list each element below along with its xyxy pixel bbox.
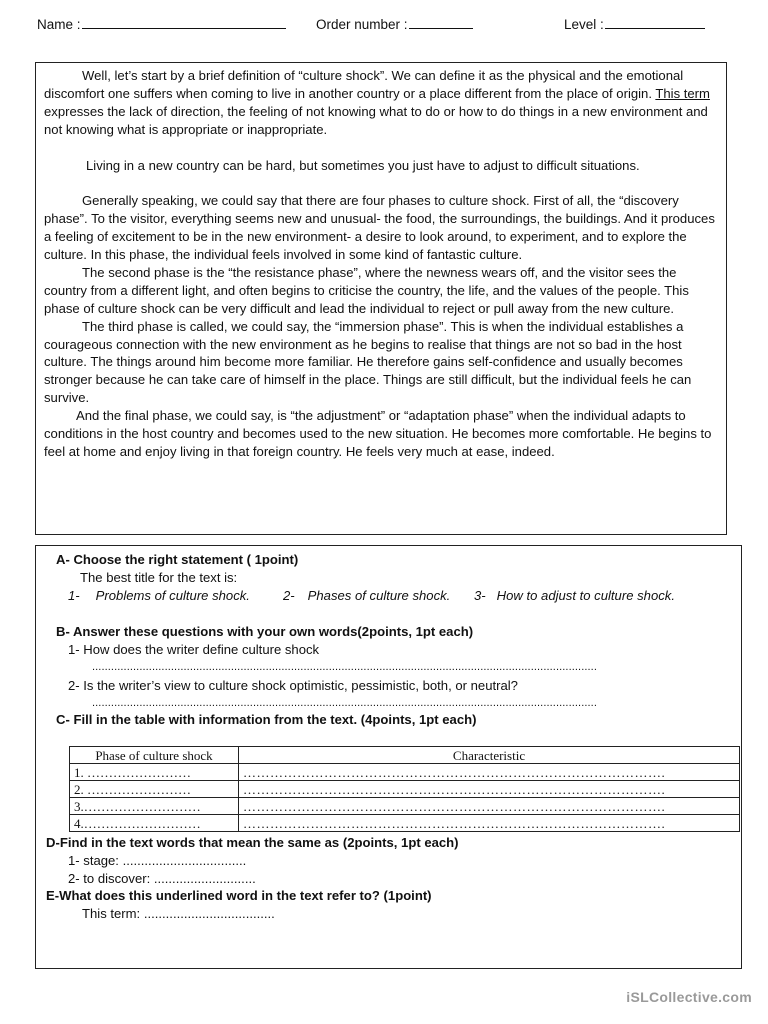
table-row (70, 764, 740, 781)
characteristic-cell[interactable]: …………………………………………………………………………………. (239, 764, 740, 781)
exercises-box (35, 545, 742, 969)
paragraph-immersion-phase: The third phase is called, we could say, the “immersion phase”. This is when the individual establishes a courageous connection with the new environment as he begins to realise that things are not so bad in the host culture. The things around him become more familiar. He therefore gains self-confidence and usually becomes stronger because he can take care of himself in the place. Things are still difficult, but the individual feels he can survive. (44, 318, 692, 406)
level-blank[interactable] (605, 27, 705, 29)
name-blank[interactable] (82, 27, 286, 29)
paragraph-resistance-phase: The second phase is the “the resistance phase”, where the newness wears off, and the visitor sees the country from a different light, and often begins to criticise the country, the life, and the values of the people. This phase of culture shock can be very difficult and lead the individual to reject or pull away from the new culture. (44, 264, 689, 316)
task-b-heading: B- Answer these questions with your own words(2points, 1pt each) (56, 624, 474, 639)
paragraph-intro: Living in a new country can be hard, but sometimes you just have to adjust to difficult situations. (86, 157, 640, 173)
site-watermark: iSLCollective.com (626, 989, 752, 1005)
option-1[interactable]: 1- Problems of culture shock. (68, 588, 250, 603)
question-2: 2- Is the writer’s view to culture shock optimistic, pessimistic, both, or neutral? (68, 678, 518, 693)
phases-table (69, 746, 740, 832)
reference-item[interactable]: This term: .................................... (82, 906, 275, 921)
table-row (70, 781, 740, 798)
synonym-item-2[interactable]: 2- to discover: ............................ (68, 871, 256, 886)
name-field[interactable] (37, 17, 286, 32)
phase-cell[interactable]: 3.……………………… (70, 798, 239, 815)
option-2[interactable]: 2- Phases of culture shock. (283, 588, 451, 603)
level-label: Level : (564, 17, 604, 32)
table-row (70, 798, 740, 815)
task-d-heading: D-Find in the text words that mean the same as (2points, 1pt each) (46, 835, 459, 850)
order-number-label: Order number : (316, 17, 408, 32)
task-e-heading: E-What does this underlined word in the text refer to? (1point) (46, 888, 432, 903)
phase-cell[interactable]: 4.……………………… (70, 815, 239, 832)
table-row (70, 815, 740, 832)
paragraph-definition: Well, let’s start by a brief definition of “culture shock”. We can define it as the physical and the emotional discomfort one suffers when coming to live in another country or a place different from the place of origin. This term expresses the lack of direction, the feeling of not knowing what to do or how to do things in a new environment and not knowing what is appropriate or inappropriate. (44, 68, 710, 137)
question-1: 1- How does the writer define culture shock (68, 642, 320, 657)
phase-cell[interactable]: 2. …………………… (70, 781, 239, 798)
answer-line-2[interactable]: ................................................................................................................................................................ (92, 697, 597, 709)
characteristic-cell[interactable]: …………………………………………………………………………………. (239, 815, 740, 832)
name-label: Name : (37, 17, 81, 32)
paragraph-adjustment-phase: And the final phase, we could say, is “the adjustment” or “adaptation phase” when the individual adapts to conditions in the host country and becomes used to the new situation. He becomes more comfortable. He begins to feel at home and enjoy living in that foreign country. He feels very much at ease, indeed. (44, 408, 712, 459)
table-header-row (70, 747, 740, 764)
column-header-phase: Phase of culture shock (70, 747, 239, 764)
synonym-item-1[interactable]: 1- stage: .................................. (68, 853, 247, 868)
phase-cell[interactable]: 1. …………………… (70, 764, 239, 781)
level-field[interactable] (564, 17, 705, 32)
column-header-characteristic: Characteristic (239, 747, 740, 764)
order-number-blank[interactable] (409, 27, 473, 29)
reading-passage (35, 62, 727, 535)
order-number-field[interactable] (316, 17, 473, 32)
task-a-heading: A- Choose the right statement ( 1point) (56, 552, 299, 567)
paragraph-discovery-phase: Generally speaking, we could say that there are four phases to culture shock. First of all, the “discovery phase”. To the visitor, everything seems new and unusual- the food, the surroundings, the buildings. And it produces a feeling of excitement to be in the new environment- a desire to look around, to experiment, and to explore the culture. In this phase, the individual feels involved in some kind of fantastic culture. (44, 193, 715, 263)
option-3[interactable]: 3- How to adjust to culture shock. (474, 588, 675, 603)
task-a-prompt: The best title for the text is: (80, 570, 238, 585)
answer-line-1[interactable]: ................................................................................................................................................................ (92, 661, 597, 673)
characteristic-cell[interactable]: …………………………………………………………………………………. (239, 798, 740, 815)
task-c-heading: C- Fill in the table with information from the text. (4points, 1pt each) (56, 712, 477, 727)
underlined-term: This term (655, 85, 710, 101)
characteristic-cell[interactable]: …………………………………………………………………………………. (239, 781, 740, 798)
